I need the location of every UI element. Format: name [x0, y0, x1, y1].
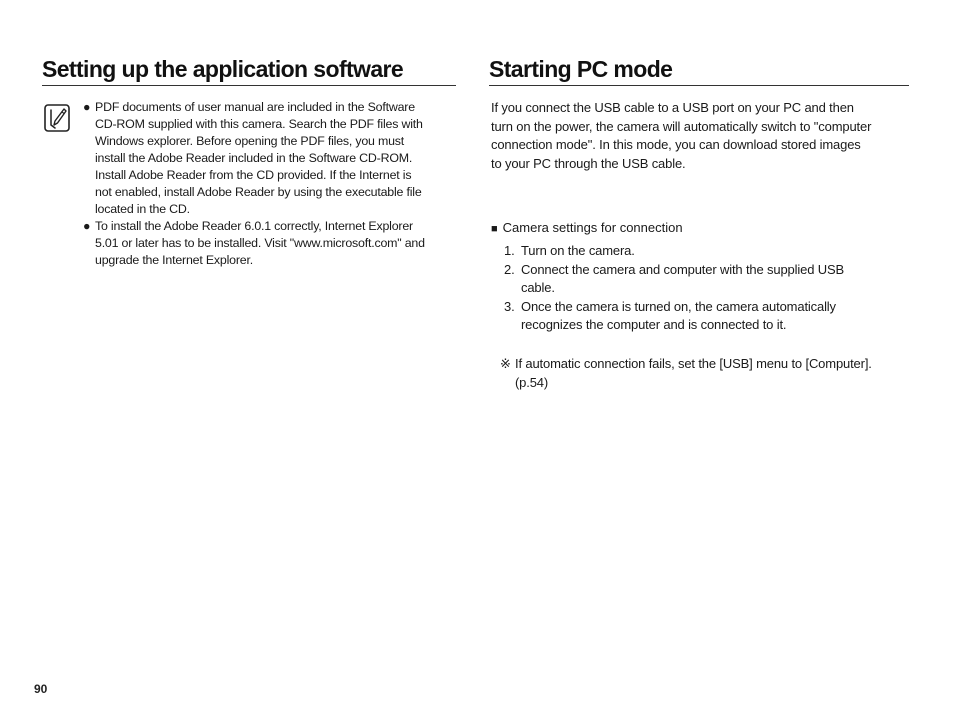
- bullet-line: PDF documents of user manual are included in the Software: [95, 100, 415, 114]
- step-number: 3.: [504, 298, 515, 314]
- section-label-text: Camera settings for connection: [502, 220, 683, 235]
- bullet-line: Windows explorer. Before opening the PDF files, you must: [95, 134, 405, 148]
- reference-mark-icon: ※: [500, 356, 511, 371]
- step-line: cable.: [521, 280, 555, 295]
- step-line: recognizes the computer and is connected to it.: [521, 317, 787, 332]
- intro-line: connection mode". In this mode, you can download stored images: [491, 137, 861, 152]
- bullet-line: 5.01 or later has to be installed. Visit "www.microsoft.com" and: [95, 236, 425, 250]
- intro-paragraph: [491, 99, 916, 173]
- step-number: 2.: [504, 261, 515, 277]
- bullet-line: CD-ROM supplied with this camera. Search the PDF files with: [95, 117, 423, 131]
- list-item: [504, 298, 904, 335]
- remark-line: If automatic connection fails, set the [USB] menu to [Computer].: [515, 356, 872, 371]
- bullet-line: install the Adobe Reader included in the Software CD-ROM.: [95, 151, 413, 165]
- intro-line: turn on the power, the camera will automatically switch to "computer: [491, 118, 872, 134]
- intro-line: If you connect the USB cable to a USB port on your PC and then: [491, 100, 854, 115]
- bullet-line: To install the Adobe Reader 6.0.1 correctly, Internet Explorer: [95, 219, 413, 233]
- bullet-dot: ●: [83, 100, 91, 114]
- connection-steps: [504, 242, 904, 335]
- step-number: 1.: [504, 243, 515, 258]
- right-section-title: Starting PC mode: [489, 56, 909, 86]
- list-item: [83, 218, 458, 269]
- remark-line: (p.54): [515, 374, 549, 390]
- page-number: 90: [34, 682, 48, 696]
- intro-line: to your PC through the USB cable.: [491, 155, 686, 171]
- bullet-line: not enabled, install Adobe Reader by using the executable file: [95, 185, 422, 199]
- step-line: Connect the camera and computer with the supplied USB: [521, 261, 845, 277]
- bullet-line: Install Adobe Reader from the CD provided. If the Internet is: [95, 168, 412, 182]
- list-item: [504, 261, 904, 298]
- bullet-dot: ●: [83, 219, 91, 233]
- square-bullet-icon: ■: [491, 223, 498, 235]
- remark-text: [500, 355, 920, 392]
- step-line: Once the camera is turned on, the camera automatically: [521, 298, 836, 314]
- note-pencil-icon: [44, 104, 70, 132]
- list-item: [83, 99, 458, 218]
- step-line: Turn on the camera.: [521, 243, 635, 258]
- note-bullet-list: [83, 99, 458, 269]
- bullet-line: located in the CD.: [95, 202, 190, 216]
- list-item: [504, 242, 904, 261]
- left-section-title: Setting up the application software: [42, 56, 456, 86]
- camera-settings-label: [491, 219, 683, 238]
- bullet-line: upgrade the Internet Explorer.: [95, 253, 253, 267]
- remark-note: [500, 355, 920, 392]
